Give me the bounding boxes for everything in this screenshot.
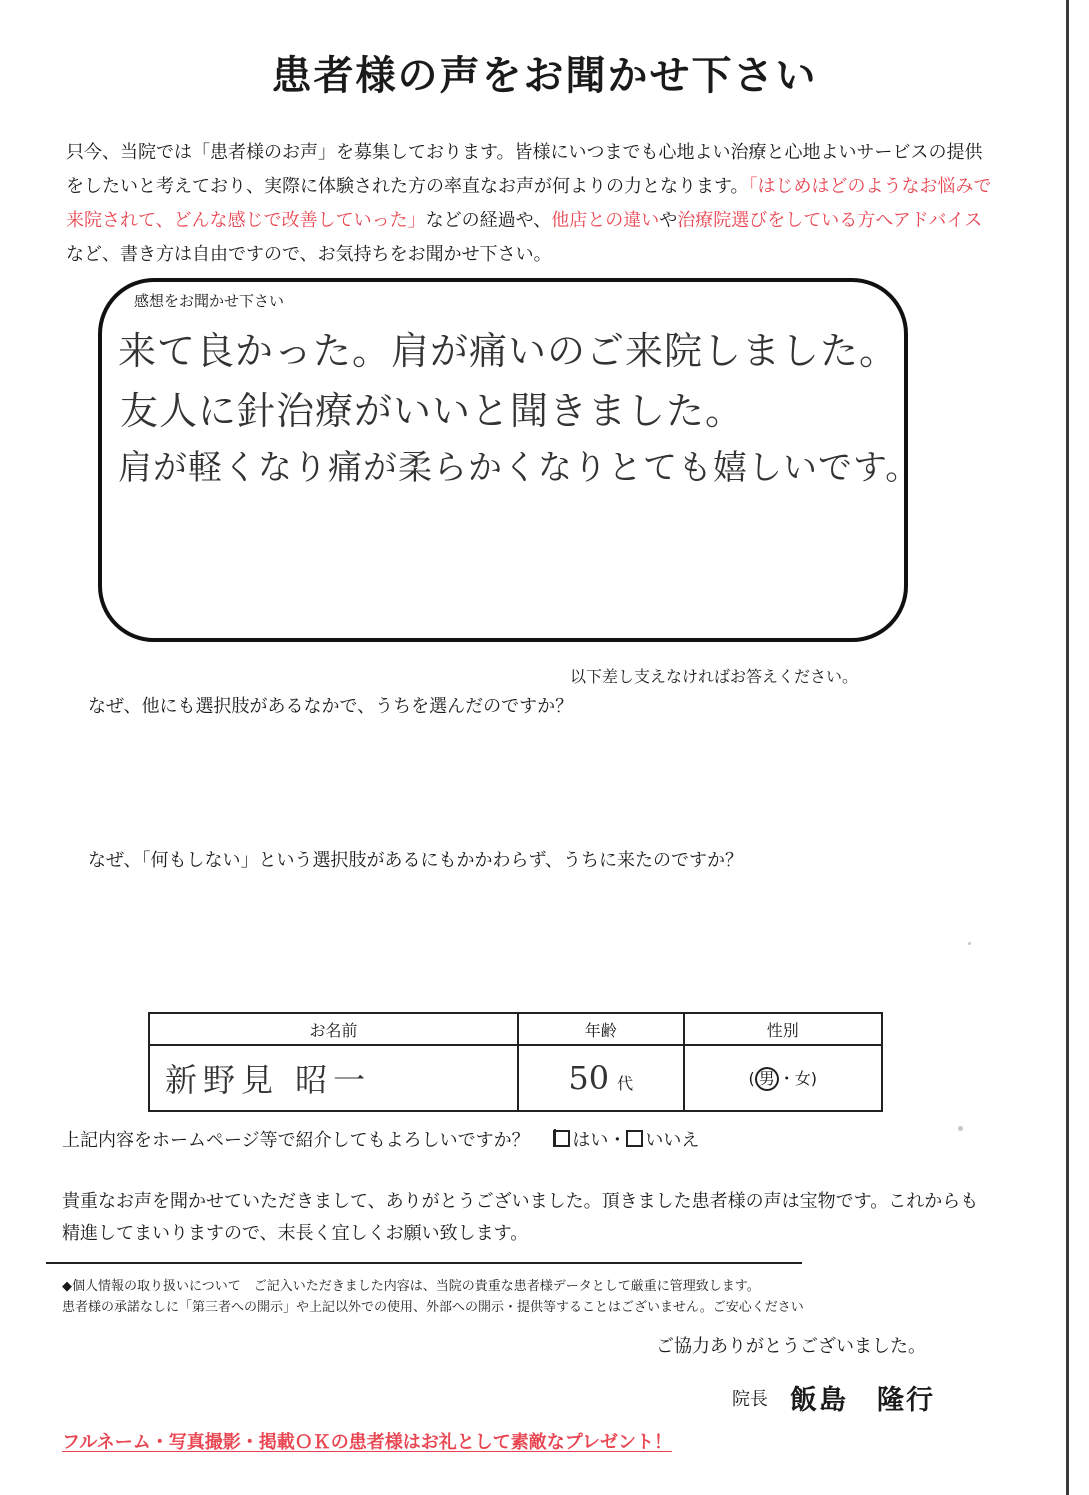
name-header: お名前 xyxy=(149,1013,518,1045)
handwritten-line-1: 来て良かった。肩が痛いのご来院しました。 xyxy=(118,329,899,373)
handwritten-line-3: 肩が軽くなり痛が柔らかくなりとても嬉しいです。 xyxy=(118,448,921,488)
age-cell[interactable] xyxy=(518,1045,684,1111)
optional-note: 以下差し支えなければお答えください。 xyxy=(570,667,859,686)
intro-text-1: 只今、当院では「患者様のお声」を募集しております。皆様にいつまでも心地よい治療と心地よいサービスの提供をしたいと考えており、実際に体験された方の率直なお声が何よりの力となります。 xyxy=(66,142,983,197)
name-value: 新野見 昭一 xyxy=(165,1061,372,1099)
director-name: 飯島 隆行 xyxy=(790,1385,935,1416)
impression-label: 感想をお聞かせ下さい xyxy=(134,292,285,310)
consent-no-checkbox[interactable] xyxy=(626,1130,643,1147)
gender-female: 女 xyxy=(794,1068,811,1088)
intro-text-3: や xyxy=(659,210,678,231)
gender-separator: ・ xyxy=(778,1068,795,1088)
page-title: 患者様の声をお聞かせ下さい xyxy=(271,53,818,99)
gender-cell[interactable]: ( 男 ・女) xyxy=(684,1045,882,1111)
consent-row xyxy=(62,1126,699,1152)
intro-highlight-2: 他店との違い xyxy=(551,210,660,231)
divider xyxy=(46,1262,802,1264)
privacy-notice xyxy=(62,1276,962,1318)
director-title: 院長 xyxy=(732,1389,768,1410)
name-cell[interactable] xyxy=(149,1045,518,1111)
intro-highlight-1: 「はじめはどのようなお悩みで来院されて、どんな感じで改善していった」 xyxy=(66,176,992,231)
consent-no-label: いいえ xyxy=(645,1130,700,1151)
scan-speck xyxy=(958,1126,963,1131)
privacy-line-2: 患者様の承諾なしに「第三者への開示」や上記以外での使用、外部への開示・提供等することはございません。ご安心ください xyxy=(62,1300,804,1315)
present-note: フルネーム・写真撮影・掲載ＯＫの患者様はお礼として素敵なプレゼント！ xyxy=(62,1432,673,1453)
director-signature xyxy=(732,1378,935,1417)
gender-header: 性別 xyxy=(684,1013,882,1045)
thanks-message: 貴重なお声を聞かせていただきまして、ありがとうございました。頂きました患者様の声は宝物です。これからも精進してまいりますので、末長く宜しくお願い致します。 xyxy=(62,1191,979,1244)
intro-text-2: などの経過や、 xyxy=(425,210,552,231)
gender-male-circled: 男 xyxy=(755,1067,779,1091)
intro-paragraph xyxy=(66,136,996,272)
consent-yes-label: はい xyxy=(572,1130,609,1151)
handwritten-line-2: 友人に針治療がいいと聞きました。 xyxy=(120,389,745,433)
age-header: 年齢 xyxy=(518,1013,684,1045)
consent-question: 上記内容をホームページ等で紹介してもよろしいですか？ xyxy=(62,1130,530,1151)
intro-highlight-3: 治療院選びをしている方へアドバイス xyxy=(677,210,983,231)
scan-speck xyxy=(968,942,971,945)
question-2: なぜ、「何もしない」という選択肢があるにもかかわらず、うちに来たのですか？ xyxy=(88,850,744,871)
patient-info-table xyxy=(148,1012,883,1112)
privacy-line-1: ◆個人情報の取り扱いについて ご記入いただきました内容は、当院の貴重な患者様データとして厳重に管理致します。 xyxy=(62,1279,760,1294)
consent-yes-checkbox[interactable] xyxy=(553,1130,570,1147)
question-1: なぜ、他にも選択肢があるなかで、うちを選んだのですか？ xyxy=(88,696,574,717)
age-suffix: 代 xyxy=(617,1074,634,1093)
scan-edge-line xyxy=(1066,0,1069,1495)
intro-text-4: など、書き方は自由ですので、お気持ちをお聞かせ下さい。 xyxy=(66,244,552,265)
cooperation-thanks: ご協力ありがとうございました。 xyxy=(656,1336,926,1357)
consent-separator: ・ xyxy=(608,1130,627,1151)
age-value: 50 xyxy=(568,1059,610,1097)
